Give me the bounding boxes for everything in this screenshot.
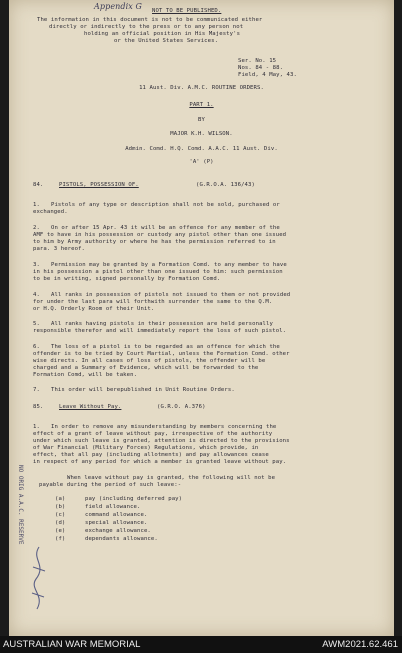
order-numbers: Nos. 84 - 88. <box>238 65 284 71</box>
paragraph-number: 4. <box>33 292 40 298</box>
paragraph-line: This order will berepublished in Unit Routine Orders. <box>51 387 235 393</box>
paragraph-line: charged and a Summary of Evidence, which will be forwarded to the <box>33 365 259 371</box>
notice-line: holding an official position in His Majesty's <box>84 31 241 37</box>
paragraph-number: 1. <box>33 424 40 430</box>
list-key: (c) <box>55 512 66 518</box>
field-date: Field, 4 May, 43. <box>238 72 297 78</box>
paragraph-line: responsible therefor and will immediately report the loss of such pistol. <box>33 328 287 334</box>
paragraph-line: para. 3 hereof. <box>33 246 86 252</box>
notice-line: directly or indirectly to the press or to any person not <box>49 24 244 30</box>
order-title: 11 Aust. Div. A.M.C. ROUTINE ORDERS. <box>139 85 264 91</box>
margin-stamp <box>13 465 25 595</box>
paragraph-line: AMF to have in his possession or custody any pistol other than one issued <box>33 232 287 238</box>
classification-header: NOT TO BE PUBLISHED. <box>152 8 222 14</box>
list-item: command allowance. <box>85 512 148 518</box>
paragraph-line: Pistols of any type or description shall not be sold, purchased or <box>51 202 280 208</box>
order-number: 84. <box>33 182 44 188</box>
notice-line: The information in this document is not to be communicated either <box>37 17 263 23</box>
paragraph-line: in respect of any period for which a member is granted leave without pay. <box>33 459 287 465</box>
paragraph-line: exchanged. <box>33 209 68 215</box>
commander-name: MAJOR K.H. WILSON. <box>170 131 233 137</box>
list-key: (a) <box>55 496 66 502</box>
order-number: 85. <box>33 404 44 410</box>
paragraph-line: In order to remove any misunderstanding by members concerning the <box>51 424 277 430</box>
list-item: field allowance. <box>85 504 141 510</box>
document-page <box>9 0 394 636</box>
list-item: pay (including deferred pay) <box>85 496 183 502</box>
part-label: PART 1. <box>189 102 214 108</box>
order-title: Leave Without Pay. <box>59 404 122 410</box>
list-item: exchange allowance. <box>85 528 151 534</box>
paragraph-line: Formation Comd, will be taken. <box>33 372 138 378</box>
paragraph-line: under which such leave is granted, attention is directed to the provisions <box>33 438 290 444</box>
paragraph-line: offender is to be tried by Court Martial, unless the Formation Comd. other <box>33 351 290 357</box>
serial-number: Ser. No. 15 <box>238 58 277 64</box>
list-key: (d) <box>55 520 66 526</box>
paragraph-number: 7. <box>33 387 40 393</box>
margin-stamp-text: NO ORIG A.A.C. RESERVE <box>17 465 24 545</box>
paragraph-number: 1. <box>33 202 40 208</box>
paragraph-line: All ranks having pistols in their possession are held personally <box>51 321 273 327</box>
paragraph-line: of War Financial (Military Forces) Regulations, which provide, in <box>33 445 259 451</box>
paragraph-line: effect of a grant of leave without pay, irrespective of the authority <box>33 431 273 437</box>
footer-right: AWM2021.62.461 <box>322 639 398 650</box>
paragraph-number: 6. <box>33 344 40 350</box>
paragraph-line: wise directs. In all cases of loss of pistols, the offender will be <box>33 358 266 364</box>
paragraph-line: in his possession a pistol other than one issued to him: such permission <box>33 269 283 275</box>
paragraph-line: On or after 15 Apr. 43 it will be an offence for any member of the <box>51 225 280 231</box>
section-label: 'A' (P) <box>189 159 214 165</box>
list-key: (e) <box>55 528 66 534</box>
paragraph-line: The loss of a pistol is to be regarded as an offence for which the <box>51 344 280 350</box>
list-item: special allowance. <box>85 520 148 526</box>
paragraph-line: payable during the period of such leave:- <box>39 482 182 488</box>
list-key: (f) <box>55 536 66 542</box>
paragraph-line: to him by Army authority or where he has the permission referred to in <box>33 239 276 245</box>
by-label: BY <box>198 117 205 123</box>
signature-scribble <box>27 545 51 615</box>
paragraph-line: Permission may be granted by a Formation Comd. to any member to have <box>51 262 287 268</box>
paragraph-line: or H.Q. Orderly Room of their Unit. <box>33 306 155 312</box>
order-title: PISTOLS, POSSESSION OF. <box>59 182 139 188</box>
paragraph-number: 5. <box>33 321 40 327</box>
paragraph-line: for under the last para will forthwith surrender the same to the Q.M. <box>33 299 273 305</box>
paragraph-number: 2. <box>33 225 40 231</box>
order-reference: (G.R.O. A.376) <box>157 404 206 410</box>
paragraph-number: 3. <box>33 262 40 268</box>
appointment: Admin. Comd. H.Q. Comd. A.A.C. 11 Aust. Div. <box>125 146 278 152</box>
paragraph-line: When leave without pay is granted, the following will not be <box>67 475 276 481</box>
list-key: (b) <box>55 504 66 510</box>
paragraph-line: All ranks in possession of pistols not issued to them or not provided <box>51 292 291 298</box>
notice-line: or the United States Services. <box>114 38 219 44</box>
handwritten-note: Appendix G <box>94 2 143 11</box>
list-item: dependants allowance. <box>85 536 158 542</box>
order-reference: (G.R.O.A. 136/43) <box>196 182 255 188</box>
footer-bar <box>0 636 402 653</box>
paragraph-line: effect, that all pay (including allotments) and pay allowances cease <box>33 452 269 458</box>
paragraph-line: to be in writing, signed personally by Formation Comd. <box>33 276 221 282</box>
footer-left: AUSTRALIAN WAR MEMORIAL <box>3 639 141 650</box>
